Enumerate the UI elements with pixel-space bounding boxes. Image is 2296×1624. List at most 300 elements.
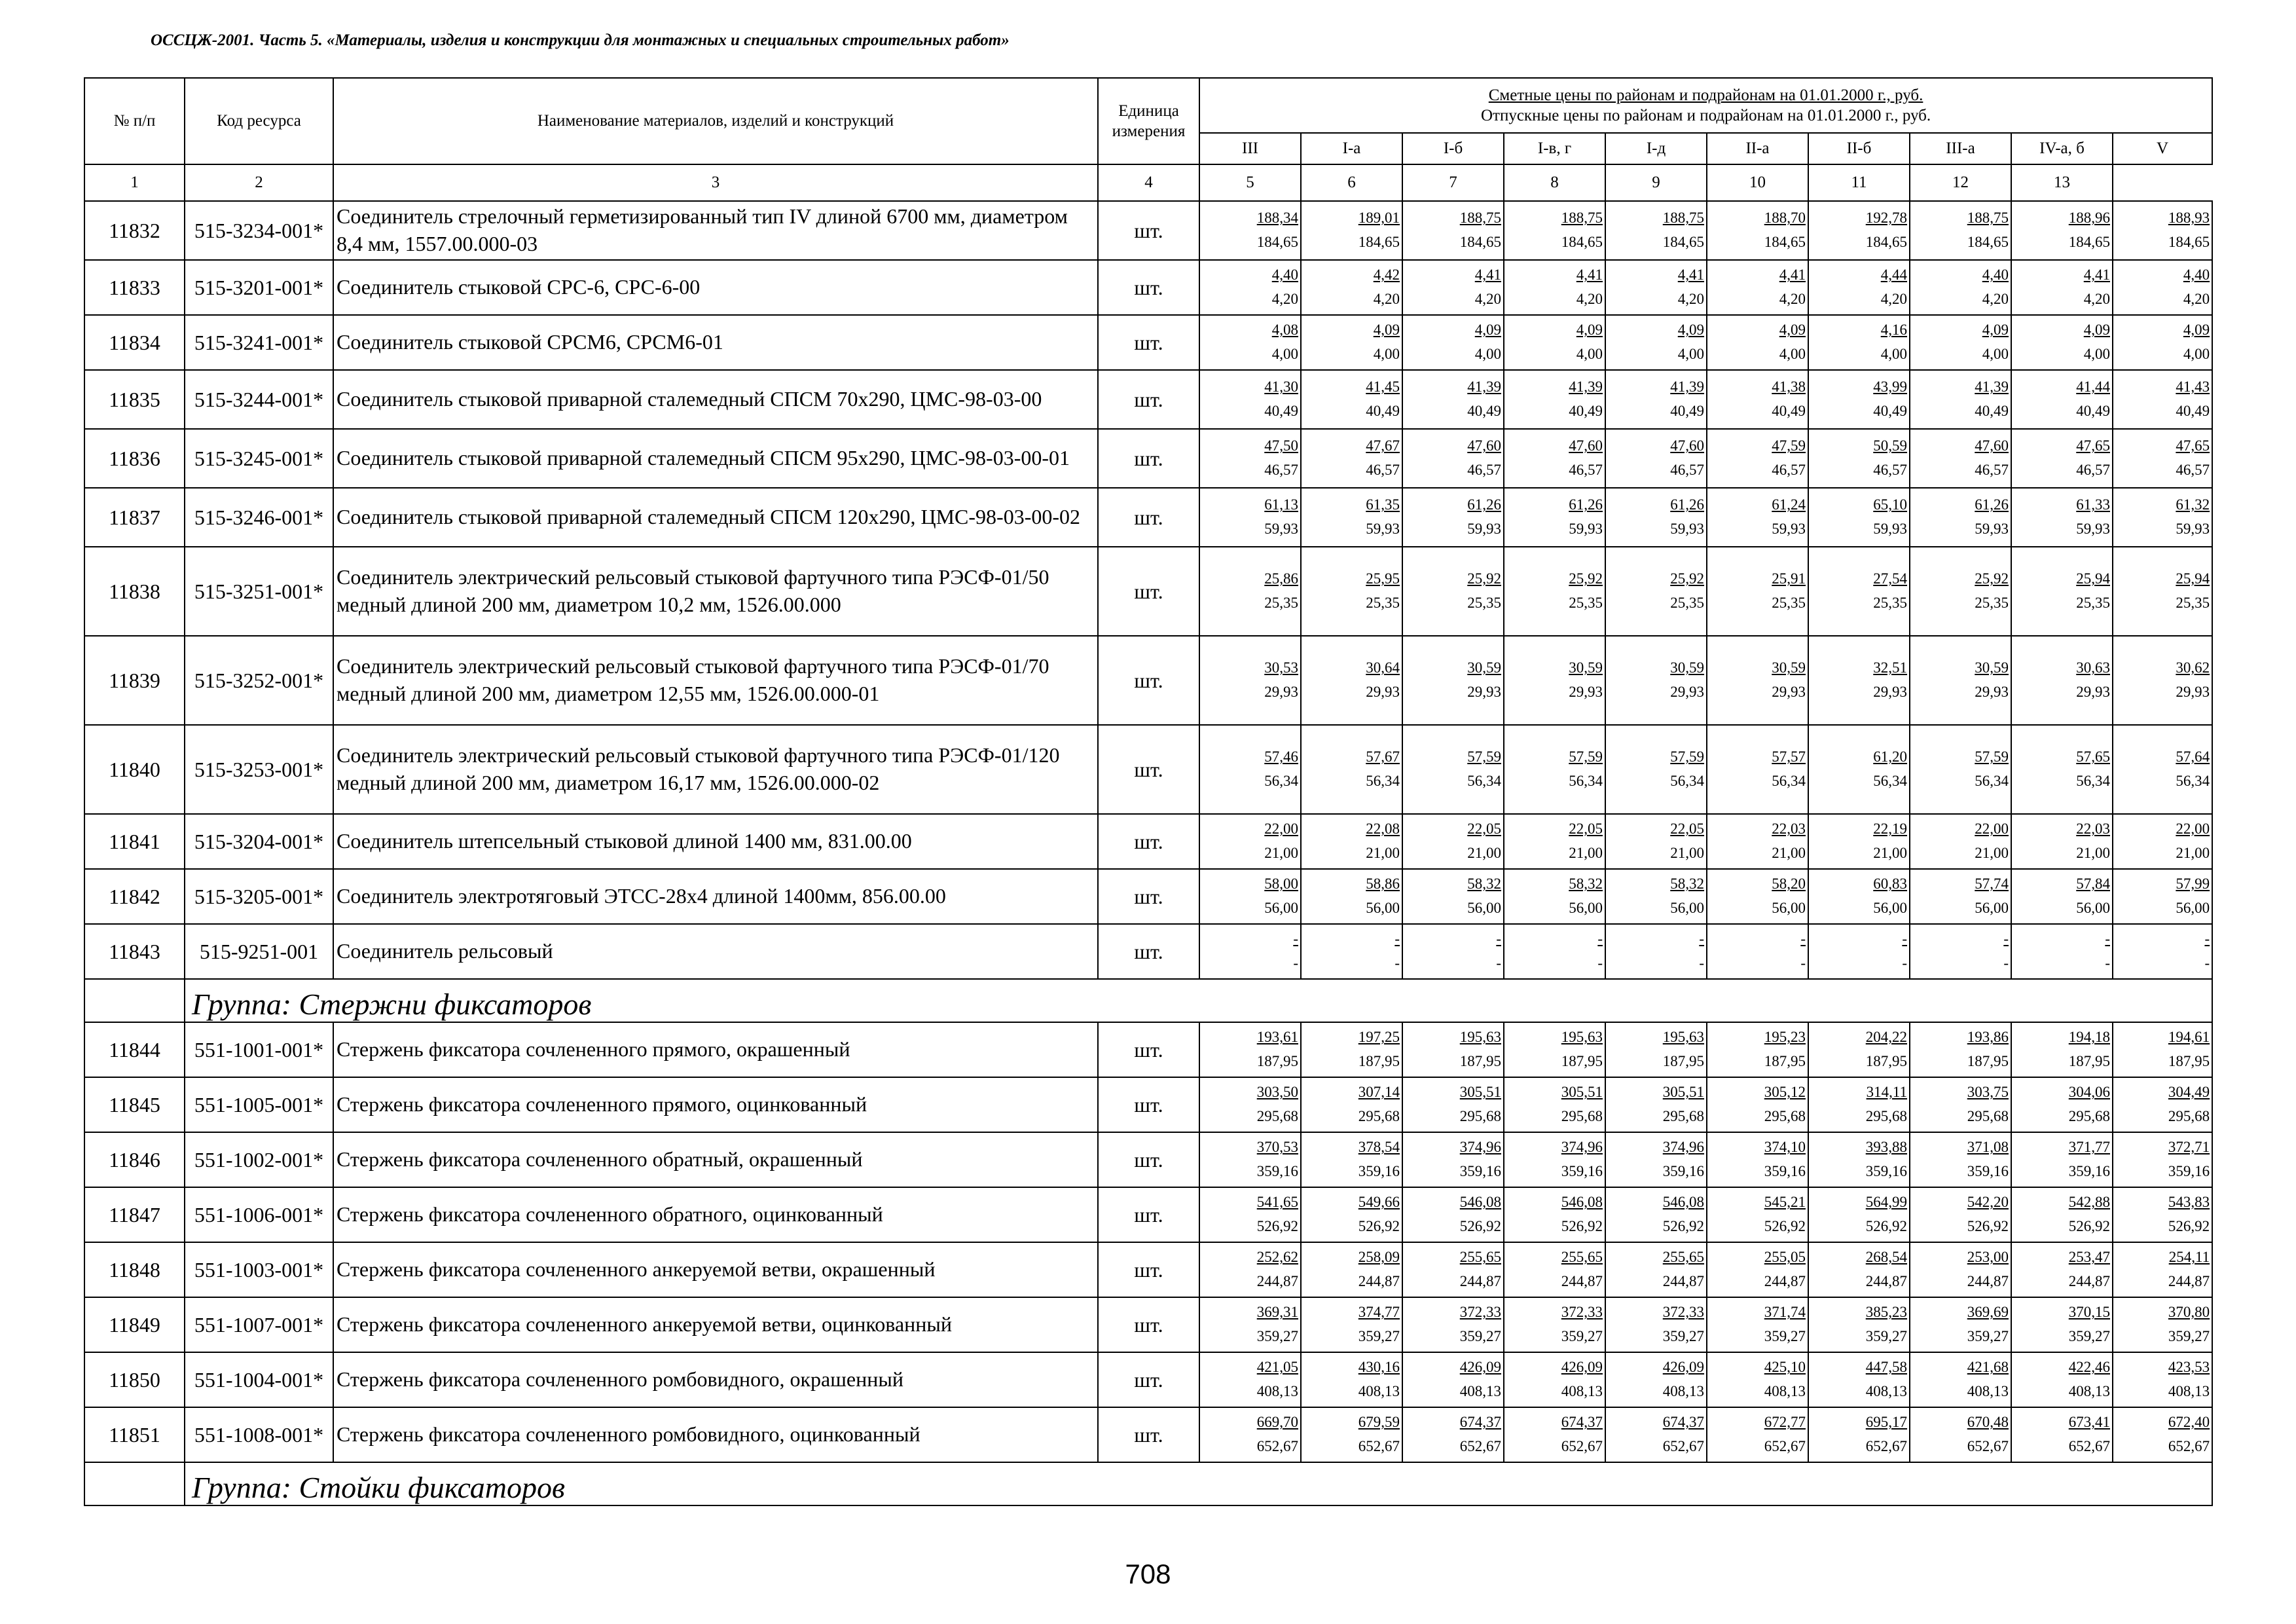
price-cell	[1605, 1242, 1707, 1297]
wholesale-price: 526,92	[1967, 1218, 2009, 1234]
estimate-price: 30,59	[1772, 659, 1806, 676]
estimate-price: 204,22	[1865, 1029, 1907, 1046]
wholesale-price: 244,87	[2068, 1273, 2110, 1289]
price-cell	[1910, 725, 2011, 814]
price-cell	[1808, 1022, 1910, 1077]
estimate-price: 58,20	[1772, 876, 1806, 893]
estimate-price: 374,77	[1358, 1304, 1400, 1321]
price-cell	[1605, 814, 1707, 869]
estimate-price: 22,00	[2176, 821, 2210, 838]
row-number: 11845	[84, 1077, 185, 1132]
unit: шт.	[1098, 1187, 1199, 1242]
wholesale-price: 59,93	[1569, 521, 1603, 537]
wholesale-price: 295,68	[1358, 1108, 1400, 1124]
estimate-price: 57,57	[1772, 748, 1806, 766]
wholesale-price: 359,16	[1358, 1163, 1400, 1179]
price-cell	[1199, 315, 1301, 370]
wholesale-price: 187,95	[1459, 1053, 1501, 1069]
table-row	[84, 1352, 2212, 1407]
wholesale-price: 359,27	[1662, 1328, 1704, 1344]
row-number: 11843	[84, 924, 185, 979]
estimate-price: 447,58	[1865, 1359, 1907, 1376]
wholesale-price: 295,68	[1662, 1108, 1704, 1124]
estimate-price: -	[1800, 931, 1806, 948]
region-header: III	[1199, 133, 1301, 164]
estimate-price: 4,42	[1373, 267, 1400, 284]
wholesale-price: 4,20	[1880, 291, 1907, 307]
wholesale-price: 184,65	[1967, 234, 2009, 250]
price-cell	[2113, 1352, 2212, 1407]
resource-code: 551-1006-001*	[185, 1187, 333, 1242]
price-cell	[1605, 924, 1707, 979]
estimate-price: -	[2204, 931, 2210, 948]
price-cell	[1504, 547, 1605, 636]
price-cell	[2113, 1077, 2212, 1132]
table-row	[84, 260, 2212, 315]
price-cell	[1504, 1132, 1605, 1187]
estimate-price: 25,94	[2176, 570, 2210, 587]
price-cell	[1808, 547, 1910, 636]
wholesale-price: 187,95	[1561, 1053, 1603, 1069]
table-row	[84, 547, 2212, 636]
wholesale-price: 359,16	[1459, 1163, 1501, 1179]
price-cell	[1504, 924, 1605, 979]
estimate-price: 58,86	[1366, 876, 1400, 893]
wholesale-price: 40,49	[1873, 403, 1907, 419]
wholesale-price: 21,00	[1975, 845, 2009, 861]
wholesale-price: 187,95	[2168, 1053, 2210, 1069]
price-cell	[2113, 547, 2212, 636]
estimate-price: 43,99	[1873, 378, 1907, 396]
price-cell	[1504, 370, 1605, 429]
wholesale-price: 244,87	[1459, 1273, 1501, 1289]
wholesale-price: 359,16	[1865, 1163, 1907, 1179]
item-name: Соединитель электротяговый ЭТСС-28х4 длиной 1400мм, 856.00.00	[333, 869, 1098, 924]
estimate-price: 426,09	[1662, 1359, 1704, 1376]
price-cell	[1910, 201, 2011, 260]
estimate-price: 304,49	[2168, 1084, 2210, 1101]
wholesale-price: 40,49	[1264, 403, 1298, 419]
wholesale-price: 21,00	[1467, 845, 1501, 861]
price-cell	[1199, 725, 1301, 814]
wholesale-price: 21,00	[1264, 845, 1298, 861]
wholesale-price: 359,27	[1256, 1328, 1298, 1344]
price-cell	[1301, 1297, 1402, 1352]
wholesale-price: 56,00	[1670, 900, 1704, 916]
estimate-price: 57,84	[2076, 876, 2110, 893]
estimate-price: 4,41	[1576, 267, 1603, 284]
wholesale-price: 295,68	[1865, 1108, 1907, 1124]
price-cell	[1301, 1187, 1402, 1242]
price-cell	[1910, 370, 2011, 429]
price-cell	[1707, 814, 1808, 869]
estimate-price: 543,83	[2168, 1194, 2210, 1211]
wholesale-price: 59,93	[1670, 521, 1704, 537]
wholesale-price: 40,49	[1975, 403, 2009, 419]
price-cell	[1605, 1187, 1707, 1242]
group-row	[84, 1462, 2212, 1505]
estimate-price: 193,86	[1967, 1029, 2009, 1046]
price-cell	[2113, 1407, 2212, 1462]
row-number: 11849	[84, 1297, 185, 1352]
estimate-price: 370,53	[1256, 1139, 1298, 1156]
estimate-price: 193,61	[1256, 1029, 1298, 1046]
resource-code: 515-3201-001*	[185, 260, 333, 315]
price-cell	[1707, 260, 1808, 315]
estimate-price: 188,96	[2068, 210, 2110, 227]
estimate-price: 371,08	[1967, 1139, 2009, 1156]
estimate-price: 4,16	[1880, 322, 1907, 339]
column-number: 12	[1910, 164, 2011, 201]
wholesale-price: 59,93	[2076, 521, 2110, 537]
price-cell	[1605, 1407, 1707, 1462]
price-cell	[2011, 547, 2113, 636]
row-number: 11839	[84, 636, 185, 725]
price-cell	[2011, 370, 2113, 429]
wholesale-price: 56,34	[1264, 773, 1298, 789]
estimate-price: 4,09	[1779, 322, 1806, 339]
table-row	[84, 1077, 2212, 1132]
row-number: 11832	[84, 201, 185, 260]
unit: шт.	[1098, 869, 1199, 924]
estimate-price: 564,99	[1865, 1194, 1907, 1211]
wholesale-price: 56,34	[1467, 773, 1501, 789]
wholesale-price: 56,00	[1772, 900, 1806, 916]
item-name: Соединитель стыковой приварной сталемедный СПСМ 70х290, ЦМС-98-03-00	[333, 370, 1098, 429]
price-cell	[1199, 1077, 1301, 1132]
estimate-price: 41,39	[1975, 378, 2009, 396]
price-cell	[1504, 315, 1605, 370]
table-row	[84, 370, 2212, 429]
wholesale-price: 359,16	[2068, 1163, 2110, 1179]
estimate-price: 695,17	[1865, 1414, 1907, 1431]
estimate-price: 426,09	[1459, 1359, 1501, 1376]
price-cell	[1504, 814, 1605, 869]
price-cell	[1808, 924, 1910, 979]
estimate-price: 41,45	[1366, 378, 1400, 396]
row-number: 11846	[84, 1132, 185, 1187]
estimate-price: 258,09	[1358, 1249, 1400, 1266]
estimate-price: 549,66	[1358, 1194, 1400, 1211]
estimate-price: 22,00	[1264, 821, 1298, 838]
price-cell	[1605, 547, 1707, 636]
price-cell	[2011, 1022, 2113, 1077]
price-cell	[1808, 869, 1910, 924]
price-cell	[1707, 1077, 1808, 1132]
column-number: 8	[1504, 164, 1605, 201]
estimate-price: 4,09	[1576, 322, 1603, 339]
estimate-price: 255,05	[1764, 1249, 1806, 1266]
column-number: 1	[84, 164, 185, 201]
estimate-price: 41,39	[1569, 378, 1603, 396]
price-cell	[1199, 1297, 1301, 1352]
column-number: 13	[2011, 164, 2113, 201]
price-cell	[1402, 869, 1504, 924]
estimate-price: 423,53	[2168, 1359, 2210, 1376]
wholesale-price: 359,16	[2168, 1163, 2210, 1179]
price-cell	[1199, 636, 1301, 725]
item-name: Стержень фиксатора сочлененного анкеруемой ветви, оцинкованный	[333, 1297, 1098, 1352]
item-name: Соединитель рельсовый	[333, 924, 1098, 979]
estimate-price: 546,08	[1662, 1194, 1704, 1211]
estimate-price: 4,41	[1779, 267, 1806, 284]
unit: шт.	[1098, 636, 1199, 725]
wholesale-price: 526,92	[1561, 1218, 1603, 1234]
wholesale-price: 56,34	[1670, 773, 1704, 789]
column-number: 7	[1402, 164, 1504, 201]
wholesale-price: 526,92	[2068, 1218, 2110, 1234]
price-cell	[1402, 429, 1504, 488]
wholesale-price: 56,00	[2176, 900, 2210, 916]
price-cell	[2011, 1187, 2113, 1242]
wholesale-price: 244,87	[1865, 1273, 1907, 1289]
resource-code: 515-3244-001*	[185, 370, 333, 429]
price-cell	[1199, 201, 1301, 260]
price-cell	[2113, 924, 2212, 979]
price-cell	[2113, 370, 2212, 429]
wholesale-price: 526,92	[1358, 1218, 1400, 1234]
price-cell	[1402, 315, 1504, 370]
header-unit: Единица измерения	[1098, 78, 1199, 164]
estimate-price: 4,40	[1982, 267, 2009, 284]
price-cell	[2011, 201, 2113, 260]
price-cell	[1301, 725, 1402, 814]
wholesale-price: 56,00	[1366, 900, 1400, 916]
price-cell	[2011, 924, 2113, 979]
item-name: Стержень фиксатора сочлененного обратного, оцинкованный	[333, 1187, 1098, 1242]
price-cell	[1707, 924, 1808, 979]
estimate-price: 679,59	[1358, 1414, 1400, 1431]
region-header: I-д	[1605, 133, 1707, 164]
wholesale-price: 244,87	[1561, 1273, 1603, 1289]
wholesale-price: 359,27	[1358, 1328, 1400, 1344]
wholesale-price: 526,92	[1662, 1218, 1704, 1234]
price-cell	[2113, 725, 2212, 814]
price-cell	[1910, 547, 2011, 636]
wholesale-price: 652,67	[1764, 1438, 1806, 1454]
item-name: Соединитель электрический рельсовый стыковой фартучного типа РЭСФ-01/70 медный длиной 200 мм, диаметром 12,55 мм, 1526.00.000-01	[333, 636, 1098, 725]
estimate-price: 61,32	[2176, 496, 2210, 513]
wholesale-price: 25,35	[2076, 595, 2110, 611]
estimate-price: 22,00	[1975, 821, 2009, 838]
wholesale-price: 46,57	[1873, 462, 1907, 478]
price-cell	[1199, 1407, 1301, 1462]
wholesale-price: 40,49	[2076, 403, 2110, 419]
wholesale-price: 652,67	[1662, 1438, 1704, 1454]
estimate-price: 304,06	[2068, 1084, 2110, 1101]
price-cell	[1402, 1187, 1504, 1242]
price-cell	[1707, 725, 1808, 814]
price-cell	[1707, 370, 1808, 429]
price-cell	[1301, 488, 1402, 547]
wholesale-price: 59,93	[1264, 521, 1298, 537]
price-cell	[1910, 1022, 2011, 1077]
price-cell	[1301, 1022, 1402, 1077]
price-cell	[1402, 260, 1504, 315]
wholesale-price: 244,87	[1967, 1273, 2009, 1289]
estimate-price: 4,09	[2083, 322, 2110, 339]
price-cell	[1199, 488, 1301, 547]
estimate-price: 57,59	[1670, 748, 1704, 766]
wholesale-price: 4,00	[2183, 346, 2210, 362]
estimate-price: 60,83	[1873, 876, 1907, 893]
price-cell	[1605, 370, 1707, 429]
wholesale-price: 184,65	[1256, 234, 1298, 250]
estimate-price: 372,33	[1561, 1304, 1603, 1321]
unit: шт.	[1098, 1077, 1199, 1132]
table-row	[84, 1242, 2212, 1297]
wholesale-price: 25,35	[1670, 595, 1704, 611]
resource-code: 515-3205-001*	[185, 869, 333, 924]
price-cell	[1910, 1187, 2011, 1242]
estimate-price: 58,32	[1670, 876, 1704, 893]
estimate-price: 545,21	[1764, 1194, 1806, 1211]
wholesale-price: 295,68	[2068, 1108, 2110, 1124]
price-cell	[1301, 869, 1402, 924]
wholesale-price: 359,27	[2068, 1328, 2110, 1344]
unit: шт.	[1098, 1242, 1199, 1297]
estimate-price: -	[1394, 931, 1400, 948]
price-cell	[2113, 814, 2212, 869]
wholesale-price: 184,65	[1764, 234, 1806, 250]
estimate-price: 57,46	[1264, 748, 1298, 766]
estimate-price: 305,12	[1764, 1084, 1806, 1101]
wholesale-price: 56,00	[1569, 900, 1603, 916]
row-number: 11833	[84, 260, 185, 315]
estimate-price: 57,59	[1975, 748, 2009, 766]
estimate-price: 371,74	[1764, 1304, 1806, 1321]
price-cell	[1707, 636, 1808, 725]
wholesale-price: 56,00	[1264, 900, 1298, 916]
wholesale-price: 25,35	[1467, 595, 1501, 611]
estimate-price: 542,88	[2068, 1194, 2110, 1211]
wholesale-price: 21,00	[1366, 845, 1400, 861]
wholesale-price: 359,27	[1967, 1328, 2009, 1344]
wholesale-price: 46,57	[1772, 462, 1806, 478]
estimate-price: 41,43	[2176, 378, 2210, 396]
wholesale-price: 56,34	[1873, 773, 1907, 789]
estimate-price: 25,92	[1467, 570, 1501, 587]
estimate-price: 253,00	[1967, 1249, 2009, 1266]
estimate-price: 189,01	[1358, 210, 1400, 227]
estimate-price: 30,59	[1569, 659, 1603, 676]
wholesale-price: 46,57	[2076, 462, 2110, 478]
estimate-price: 188,34	[1256, 210, 1298, 227]
wholesale-price: 295,68	[1459, 1108, 1501, 1124]
resource-code: 551-1003-001*	[185, 1242, 333, 1297]
price-cell	[1402, 1352, 1504, 1407]
price-cell	[1301, 429, 1402, 488]
price-cell	[1402, 1407, 1504, 1462]
row-number: 11835	[84, 370, 185, 429]
price-cell	[1402, 1022, 1504, 1077]
wholesale-price: 408,13	[1561, 1383, 1603, 1399]
resource-code: 551-1007-001*	[185, 1297, 333, 1352]
price-cell	[1199, 260, 1301, 315]
price-cell	[2113, 315, 2212, 370]
price-cell	[2113, 1187, 2212, 1242]
price-cell	[1605, 1132, 1707, 1187]
row-number: 11838	[84, 547, 185, 636]
price-cell	[1301, 1407, 1402, 1462]
wholesale-price: 59,93	[1975, 521, 2009, 537]
price-cell	[1808, 1352, 1910, 1407]
resource-code: 551-1004-001*	[185, 1352, 333, 1407]
estimate-price: 253,47	[2068, 1249, 2110, 1266]
wholesale-price: 4,20	[1576, 291, 1603, 307]
wholesale-price: 29,93	[1873, 684, 1907, 700]
estimate-price: 57,59	[1569, 748, 1603, 766]
price-cell	[1402, 1077, 1504, 1132]
unit: шт.	[1098, 725, 1199, 814]
estimate-price: 47,60	[1569, 437, 1603, 454]
estimate-price: 61,24	[1772, 496, 1806, 513]
wholesale-price: 359,16	[1967, 1163, 2009, 1179]
price-cell	[1707, 869, 1808, 924]
wholesale-price: 408,13	[1459, 1383, 1501, 1399]
price-cell	[1707, 1132, 1808, 1187]
price-cell	[2113, 260, 2212, 315]
wholesale-price: 408,13	[1256, 1383, 1298, 1399]
price-cell	[1808, 814, 1910, 869]
price-cell	[1910, 429, 2011, 488]
estimate-price: 303,50	[1256, 1084, 1298, 1101]
wholesale-price: 21,00	[2076, 845, 2110, 861]
estimate-price: 30,53	[1264, 659, 1298, 676]
wholesale-price: 4,20	[1779, 291, 1806, 307]
wholesale-price: 244,87	[1358, 1273, 1400, 1289]
price-cell	[1301, 1352, 1402, 1407]
estimate-price: 303,75	[1967, 1084, 2009, 1101]
estimate-price: 30,59	[1670, 659, 1704, 676]
wholesale-price: 56,00	[1975, 900, 2009, 916]
estimate-price: 57,67	[1366, 748, 1400, 766]
estimate-price: 305,51	[1561, 1084, 1603, 1101]
wholesale-price: 359,27	[2168, 1328, 2210, 1344]
row-number: 11850	[84, 1352, 185, 1407]
wholesale-price: 46,57	[1670, 462, 1704, 478]
price-cell	[1504, 1077, 1605, 1132]
estimate-price: -	[1902, 931, 1907, 948]
table-row	[84, 1132, 2212, 1187]
price-cell	[1910, 1132, 2011, 1187]
price-cell	[2113, 201, 2212, 260]
table-row	[84, 814, 2212, 869]
row-number: 11844	[84, 1022, 185, 1077]
item-name: Стержень фиксатора сочлененного прямого, оцинкованный	[333, 1077, 1098, 1132]
estimate-price: 305,51	[1459, 1084, 1501, 1101]
estimate-price: 57,74	[1975, 876, 2009, 893]
price-cell	[2011, 260, 2113, 315]
wholesale-price: -	[1699, 955, 1704, 971]
price-cell	[1504, 1242, 1605, 1297]
price-cell	[1707, 1407, 1808, 1462]
page-number: 708	[1125, 1559, 1171, 1589]
estimate-price: 195,63	[1459, 1029, 1501, 1046]
wholesale-price: 56,00	[1873, 900, 1907, 916]
wholesale-price: 652,67	[2168, 1438, 2210, 1454]
price-cell	[1707, 547, 1808, 636]
price-cell	[1504, 488, 1605, 547]
price-cell	[1199, 924, 1301, 979]
wholesale-price: 408,13	[1764, 1383, 1806, 1399]
column-number: 6	[1301, 164, 1402, 201]
wholesale-price: 652,67	[1967, 1438, 2009, 1454]
unit: шт.	[1098, 429, 1199, 488]
wholesale-price: 359,27	[1459, 1328, 1501, 1344]
estimate-price: 57,64	[2176, 748, 2210, 766]
price-cell	[1808, 1132, 1910, 1187]
